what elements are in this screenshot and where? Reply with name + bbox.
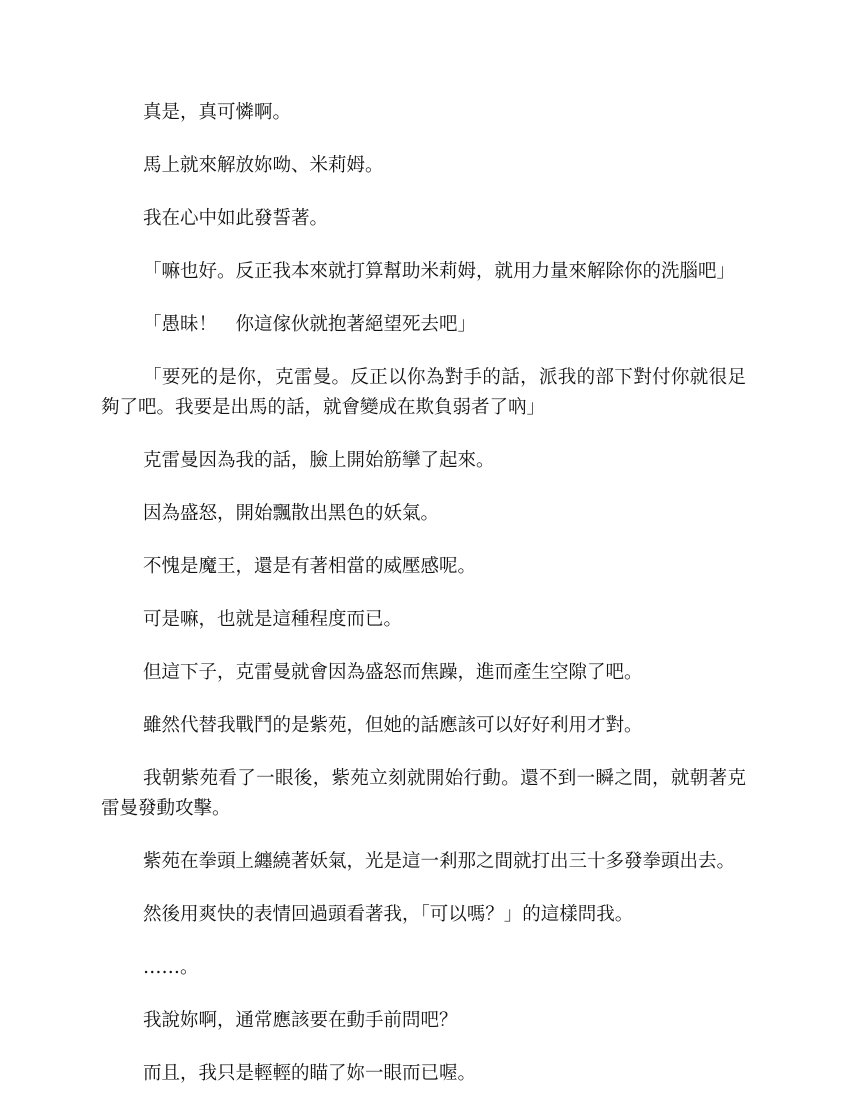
paragraph: 可是嘛，也就是這種程度而已。 — [143, 609, 403, 630]
paragraph: 真是，真可憐啊。 — [143, 102, 292, 123]
paragraph: 然後用爽快的表情回過頭看著我，「可以嗎？」的這樣問我。 — [143, 904, 634, 925]
paragraph: 我朝紫苑看了一眼後，紫苑立刻就開始行動。還不到一瞬之間，就朝著克雷曼發動攻擊。 — [101, 768, 746, 819]
paragraph: 紫苑在拳頭上纏繞著妖氣，光是這一剎那之間就打出三十多發拳頭出去。 — [143, 851, 736, 872]
paragraph: ……。 — [143, 957, 199, 978]
paragraph: 而且，我只是輕輕的瞄了妳一眼而已喔。 — [143, 1063, 477, 1084]
paragraph: 「嘛也好。反正我本來就打算幫助米莉姆，就用力量來解除你的洗腦吧」 — [143, 261, 736, 282]
text-body — [101, 98, 746, 1112]
paragraph: 雖然代替我戰鬥的是紫苑，但她的話應該可以好好利用才對。 — [143, 715, 643, 736]
paragraph: 不愧是魔王，還是有著相當的威壓感呢。 — [143, 556, 477, 577]
paragraph: 馬上就來解放妳呦、米莉姆。 — [143, 155, 384, 176]
paragraph: 但這下子，克雷曼就會因為盛怒而焦躁，進而產生空隙了吧。 — [143, 662, 643, 683]
paragraph: 「要死的是你，克雷曼。反正以你為對手的話，派我的部下對付你就很足夠了吧。我要是出馬的話，就會變成在欺負弱者了吶」 — [101, 367, 746, 418]
paragraph: 我說妳啊，通常應該要在動手前問吧？ — [143, 1010, 458, 1031]
paragraph: 「愚昧！ 你這傢伙就抱著絕望死去吧」 — [143, 314, 477, 335]
paragraph: 因為盛怒，開始飄散出黑色的妖氣。 — [143, 503, 440, 524]
paragraph: 我在心中如此發誓著。 — [143, 208, 329, 229]
paragraph: 克雷曼因為我的話，臉上開始筋攣了起來。 — [143, 450, 495, 471]
